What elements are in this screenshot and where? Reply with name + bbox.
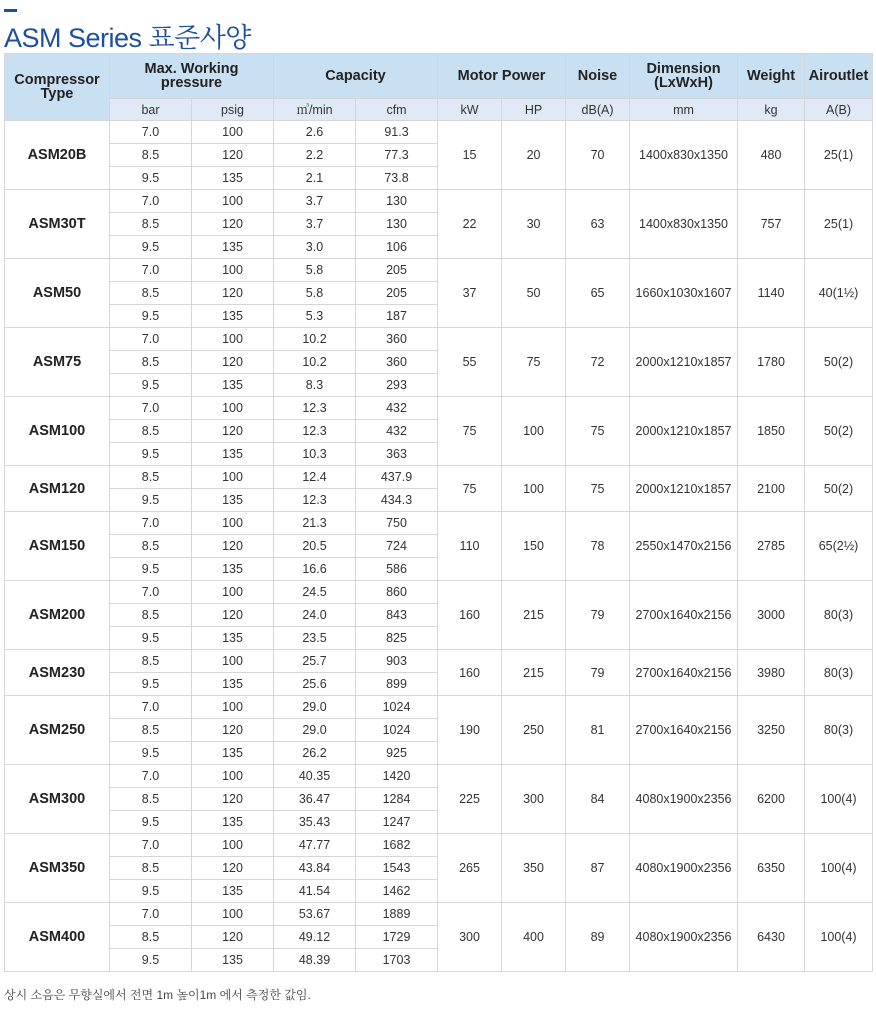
cell-bar: 8.5 [110, 282, 192, 305]
cell-psig: 100 [192, 650, 274, 673]
cell-bar: 9.5 [110, 305, 192, 328]
cell-weight: 2100 [738, 466, 805, 512]
header-noise: Noise [566, 54, 630, 99]
cell-cfm: 91.3 [356, 121, 438, 144]
cell-cfm: 586 [356, 558, 438, 581]
cell-psig: 135 [192, 673, 274, 696]
cell-psig: 120 [192, 535, 274, 558]
cell-cfm: 1682 [356, 834, 438, 857]
cell-psig: 120 [192, 857, 274, 880]
cell-m3min: 12.3 [274, 397, 356, 420]
cell-airoutlet: 40(1½) [805, 259, 873, 328]
spec-table [4, 53, 873, 972]
cell-cfm: 1543 [356, 857, 438, 880]
cell-psig: 135 [192, 489, 274, 512]
cell-cfm: 899 [356, 673, 438, 696]
cell-bar: 9.5 [110, 558, 192, 581]
cell-m3min: 5.3 [274, 305, 356, 328]
cell-m3min: 10.2 [274, 351, 356, 374]
header-motor-power: Motor Power [438, 54, 566, 99]
cell-m3min: 35.43 [274, 811, 356, 834]
header-airoutlet: Airoutlet [805, 54, 873, 99]
cell-m3min: 23.5 [274, 627, 356, 650]
model-name: ASM30T [5, 190, 110, 259]
cell-bar: 7.0 [110, 834, 192, 857]
cell-m3min: 21.3 [274, 512, 356, 535]
unit-cfm: cfm [356, 99, 438, 121]
page-title: ASM Series 표준사양 [4, 23, 251, 53]
cell-psig: 120 [192, 719, 274, 742]
cell-hp: 150 [502, 512, 566, 581]
cell-bar: 8.5 [110, 466, 192, 489]
cell-m3min: 12.3 [274, 489, 356, 512]
header-capacity: Capacity [274, 54, 438, 99]
cell-bar: 7.0 [110, 121, 192, 144]
cell-cfm: 360 [356, 328, 438, 351]
cell-m3min: 5.8 [274, 259, 356, 282]
cell-hp: 100 [502, 466, 566, 512]
cell-bar: 9.5 [110, 627, 192, 650]
table-row [5, 834, 873, 857]
cell-airoutlet: 80(3) [805, 650, 873, 696]
cell-bar: 7.0 [110, 190, 192, 213]
cell-airoutlet: 80(3) [805, 696, 873, 765]
unit-dba: dB(A) [566, 99, 630, 121]
cell-psig: 135 [192, 949, 274, 972]
cell-m3min: 12.4 [274, 466, 356, 489]
cell-airoutlet: 50(2) [805, 466, 873, 512]
cell-m3min: 47.77 [274, 834, 356, 857]
cell-bar: 7.0 [110, 696, 192, 719]
cell-kw: 265 [438, 834, 502, 903]
cell-cfm: 434.3 [356, 489, 438, 512]
cell-cfm: 205 [356, 282, 438, 305]
cell-psig: 100 [192, 121, 274, 144]
cell-m3min: 3.7 [274, 213, 356, 236]
model-name: ASM50 [5, 259, 110, 328]
table-row [5, 121, 873, 144]
cell-bar: 7.0 [110, 259, 192, 282]
table-row [5, 466, 873, 489]
table-row [5, 696, 873, 719]
model-name: ASM230 [5, 650, 110, 696]
cell-cfm: 724 [356, 535, 438, 558]
cell-psig: 100 [192, 903, 274, 926]
cell-bar: 9.5 [110, 673, 192, 696]
cell-bar: 9.5 [110, 236, 192, 259]
cell-hp: 215 [502, 581, 566, 650]
unit-kw: kW [438, 99, 502, 121]
cell-weight: 6200 [738, 765, 805, 834]
header-compressor-type: Compressor Type [5, 54, 110, 121]
cell-m3min: 3.7 [274, 190, 356, 213]
cell-psig: 100 [192, 397, 274, 420]
cell-cfm: 187 [356, 305, 438, 328]
cell-cfm: 106 [356, 236, 438, 259]
cell-m3min: 24.0 [274, 604, 356, 627]
cell-bar: 9.5 [110, 880, 192, 903]
cell-dimension: 2700x1640x2156 [630, 696, 738, 765]
cell-airoutlet: 50(2) [805, 397, 873, 466]
cell-weight: 3250 [738, 696, 805, 765]
unit-kg: kg [738, 99, 805, 121]
cell-m3min: 40.35 [274, 765, 356, 788]
header-weight: Weight [738, 54, 805, 99]
cell-weight: 6430 [738, 903, 805, 972]
cell-airoutlet: 65(2½) [805, 512, 873, 581]
table-row [5, 259, 873, 282]
cell-bar: 9.5 [110, 811, 192, 834]
unit-ab: A(B) [805, 99, 873, 121]
cell-dimension: 1660x1030x1607 [630, 259, 738, 328]
cell-bar: 8.5 [110, 144, 192, 167]
cell-noise: 75 [566, 397, 630, 466]
cell-bar: 8.5 [110, 926, 192, 949]
cell-noise: 89 [566, 903, 630, 972]
cell-cfm: 293 [356, 374, 438, 397]
cell-bar: 9.5 [110, 167, 192, 190]
unit-m3min: ㎥/min [274, 99, 356, 121]
cell-bar: 7.0 [110, 903, 192, 926]
cell-psig: 135 [192, 305, 274, 328]
model-name: ASM300 [5, 765, 110, 834]
cell-psig: 120 [192, 282, 274, 305]
cell-bar: 7.0 [110, 397, 192, 420]
cell-kw: 37 [438, 259, 502, 328]
cell-psig: 135 [192, 880, 274, 903]
model-name: ASM100 [5, 397, 110, 466]
cell-dimension: 2700x1640x2156 [630, 581, 738, 650]
cell-psig: 120 [192, 788, 274, 811]
cell-noise: 78 [566, 512, 630, 581]
cell-cfm: 360 [356, 351, 438, 374]
cell-dimension: 4080x1900x2356 [630, 834, 738, 903]
spec-table-body [5, 121, 873, 972]
cell-weight: 3980 [738, 650, 805, 696]
cell-weight: 2785 [738, 512, 805, 581]
cell-bar: 8.5 [110, 788, 192, 811]
cell-weight: 1780 [738, 328, 805, 397]
cell-psig: 100 [192, 581, 274, 604]
cell-m3min: 25.6 [274, 673, 356, 696]
cell-noise: 79 [566, 581, 630, 650]
table-row [5, 190, 873, 213]
cell-dimension: 4080x1900x2356 [630, 765, 738, 834]
cell-kw: 300 [438, 903, 502, 972]
cell-cfm: 843 [356, 604, 438, 627]
cell-kw: 75 [438, 397, 502, 466]
cell-kw: 55 [438, 328, 502, 397]
model-name: ASM200 [5, 581, 110, 650]
cell-bar: 9.5 [110, 489, 192, 512]
cell-cfm: 1889 [356, 903, 438, 926]
cell-weight: 757 [738, 190, 805, 259]
cell-cfm: 1284 [356, 788, 438, 811]
cell-m3min: 20.5 [274, 535, 356, 558]
cell-psig: 100 [192, 328, 274, 351]
cell-bar: 7.0 [110, 765, 192, 788]
cell-bar: 9.5 [110, 374, 192, 397]
cell-kw: 190 [438, 696, 502, 765]
cell-m3min: 10.2 [274, 328, 356, 351]
cell-cfm: 903 [356, 650, 438, 673]
cell-psig: 120 [192, 213, 274, 236]
cell-cfm: 750 [356, 512, 438, 535]
cell-hp: 50 [502, 259, 566, 328]
cell-hp: 100 [502, 397, 566, 466]
cell-noise: 79 [566, 650, 630, 696]
cell-m3min: 43.84 [274, 857, 356, 880]
table-row [5, 765, 873, 788]
cell-noise: 87 [566, 834, 630, 903]
cell-m3min: 8.3 [274, 374, 356, 397]
cell-m3min: 2.6 [274, 121, 356, 144]
cell-m3min: 3.0 [274, 236, 356, 259]
cell-psig: 120 [192, 604, 274, 627]
cell-bar: 8.5 [110, 604, 192, 627]
cell-psig: 135 [192, 811, 274, 834]
cell-m3min: 41.54 [274, 880, 356, 903]
cell-kw: 15 [438, 121, 502, 190]
cell-bar: 9.5 [110, 949, 192, 972]
cell-m3min: 29.0 [274, 719, 356, 742]
cell-noise: 81 [566, 696, 630, 765]
cell-psig: 100 [192, 466, 274, 489]
cell-cfm: 1729 [356, 926, 438, 949]
cell-hp: 350 [502, 834, 566, 903]
cell-psig: 100 [192, 765, 274, 788]
cell-psig: 100 [192, 512, 274, 535]
cell-m3min: 10.3 [274, 443, 356, 466]
cell-bar: 8.5 [110, 719, 192, 742]
cell-hp: 300 [502, 765, 566, 834]
model-name: ASM75 [5, 328, 110, 397]
cell-kw: 160 [438, 581, 502, 650]
cell-dimension: 1400x830x1350 [630, 121, 738, 190]
cell-psig: 120 [192, 144, 274, 167]
cell-bar: 7.0 [110, 328, 192, 351]
cell-psig: 120 [192, 420, 274, 443]
cell-m3min: 36.47 [274, 788, 356, 811]
cell-psig: 120 [192, 351, 274, 374]
cell-cfm: 77.3 [356, 144, 438, 167]
cell-cfm: 437.9 [356, 466, 438, 489]
cell-cfm: 363 [356, 443, 438, 466]
cell-bar: 7.0 [110, 581, 192, 604]
cell-m3min: 12.3 [274, 420, 356, 443]
cell-cfm: 860 [356, 581, 438, 604]
cell-bar: 7.0 [110, 512, 192, 535]
model-name: ASM20B [5, 121, 110, 190]
cell-psig: 100 [192, 259, 274, 282]
cell-kw: 75 [438, 466, 502, 512]
cell-bar: 9.5 [110, 443, 192, 466]
cell-noise: 75 [566, 466, 630, 512]
cell-weight: 1850 [738, 397, 805, 466]
cell-noise: 70 [566, 121, 630, 190]
table-row [5, 397, 873, 420]
table-row [5, 581, 873, 604]
cell-dimension: 1400x830x1350 [630, 190, 738, 259]
cell-airoutlet: 100(4) [805, 834, 873, 903]
cell-airoutlet: 80(3) [805, 581, 873, 650]
cell-cfm: 1024 [356, 719, 438, 742]
model-name: ASM250 [5, 696, 110, 765]
cell-dimension: 2550x1470x2156 [630, 512, 738, 581]
cell-airoutlet: 25(1) [805, 190, 873, 259]
cell-cfm: 1420 [356, 765, 438, 788]
unit-psig: psig [192, 99, 274, 121]
unit-mm: mm [630, 99, 738, 121]
cell-m3min: 24.5 [274, 581, 356, 604]
cell-m3min: 25.7 [274, 650, 356, 673]
table-row [5, 328, 873, 351]
cell-hp: 30 [502, 190, 566, 259]
cell-airoutlet: 100(4) [805, 765, 873, 834]
model-name: ASM400 [5, 903, 110, 972]
cell-kw: 110 [438, 512, 502, 581]
cell-dimension: 2000x1210x1857 [630, 328, 738, 397]
unit-hp: HP [502, 99, 566, 121]
title-accent-bar [4, 9, 17, 12]
table-row [5, 903, 873, 926]
cell-weight: 6350 [738, 834, 805, 903]
table-row [5, 512, 873, 535]
cell-cfm: 1024 [356, 696, 438, 719]
cell-psig: 135 [192, 558, 274, 581]
cell-cfm: 1462 [356, 880, 438, 903]
cell-dimension: 4080x1900x2356 [630, 903, 738, 972]
cell-m3min: 16.6 [274, 558, 356, 581]
cell-psig: 135 [192, 236, 274, 259]
model-name: ASM350 [5, 834, 110, 903]
cell-cfm: 432 [356, 397, 438, 420]
cell-m3min: 2.2 [274, 144, 356, 167]
cell-psig: 135 [192, 627, 274, 650]
cell-bar: 9.5 [110, 742, 192, 765]
cell-m3min: 53.67 [274, 903, 356, 926]
cell-cfm: 1703 [356, 949, 438, 972]
cell-kw: 225 [438, 765, 502, 834]
cell-kw: 160 [438, 650, 502, 696]
cell-dimension: 2000x1210x1857 [630, 466, 738, 512]
cell-m3min: 29.0 [274, 696, 356, 719]
cell-psig: 135 [192, 742, 274, 765]
cell-hp: 20 [502, 121, 566, 190]
cell-cfm: 130 [356, 213, 438, 236]
cell-cfm: 825 [356, 627, 438, 650]
cell-airoutlet: 25(1) [805, 121, 873, 190]
cell-psig: 135 [192, 374, 274, 397]
cell-psig: 100 [192, 190, 274, 213]
cell-psig: 120 [192, 926, 274, 949]
cell-cfm: 205 [356, 259, 438, 282]
cell-m3min: 5.8 [274, 282, 356, 305]
cell-cfm: 130 [356, 190, 438, 213]
cell-bar: 8.5 [110, 650, 192, 673]
cell-cfm: 432 [356, 420, 438, 443]
cell-hp: 75 [502, 328, 566, 397]
cell-bar: 8.5 [110, 857, 192, 880]
cell-psig: 135 [192, 443, 274, 466]
cell-noise: 65 [566, 259, 630, 328]
footnote: 상시 소음은 무향실에서 전면 1m 높이1m 에서 측정한 값임. [4, 988, 311, 1002]
cell-cfm: 73.8 [356, 167, 438, 190]
model-name: ASM120 [5, 466, 110, 512]
cell-dimension: 2000x1210x1857 [630, 397, 738, 466]
cell-hp: 250 [502, 696, 566, 765]
cell-hp: 400 [502, 903, 566, 972]
cell-psig: 100 [192, 834, 274, 857]
cell-airoutlet: 50(2) [805, 328, 873, 397]
cell-weight: 3000 [738, 581, 805, 650]
model-name: ASM150 [5, 512, 110, 581]
header-max-pressure: Max. Working pressure [110, 54, 274, 99]
table-row [5, 650, 873, 673]
cell-weight: 480 [738, 121, 805, 190]
cell-m3min: 26.2 [274, 742, 356, 765]
unit-bar: bar [110, 99, 192, 121]
cell-psig: 135 [192, 167, 274, 190]
cell-psig: 100 [192, 696, 274, 719]
cell-hp: 215 [502, 650, 566, 696]
cell-m3min: 48.39 [274, 949, 356, 972]
cell-weight: 1140 [738, 259, 805, 328]
cell-bar: 8.5 [110, 351, 192, 374]
cell-m3min: 2.1 [274, 167, 356, 190]
cell-bar: 8.5 [110, 420, 192, 443]
cell-cfm: 1247 [356, 811, 438, 834]
cell-airoutlet: 100(4) [805, 903, 873, 972]
cell-cfm: 925 [356, 742, 438, 765]
cell-bar: 8.5 [110, 535, 192, 558]
cell-noise: 63 [566, 190, 630, 259]
header-dimension: Dimension (LxWxH) [630, 54, 738, 99]
cell-m3min: 49.12 [274, 926, 356, 949]
cell-bar: 8.5 [110, 213, 192, 236]
cell-dimension: 2700x1640x2156 [630, 650, 738, 696]
cell-noise: 84 [566, 765, 630, 834]
cell-noise: 72 [566, 328, 630, 397]
cell-kw: 22 [438, 190, 502, 259]
